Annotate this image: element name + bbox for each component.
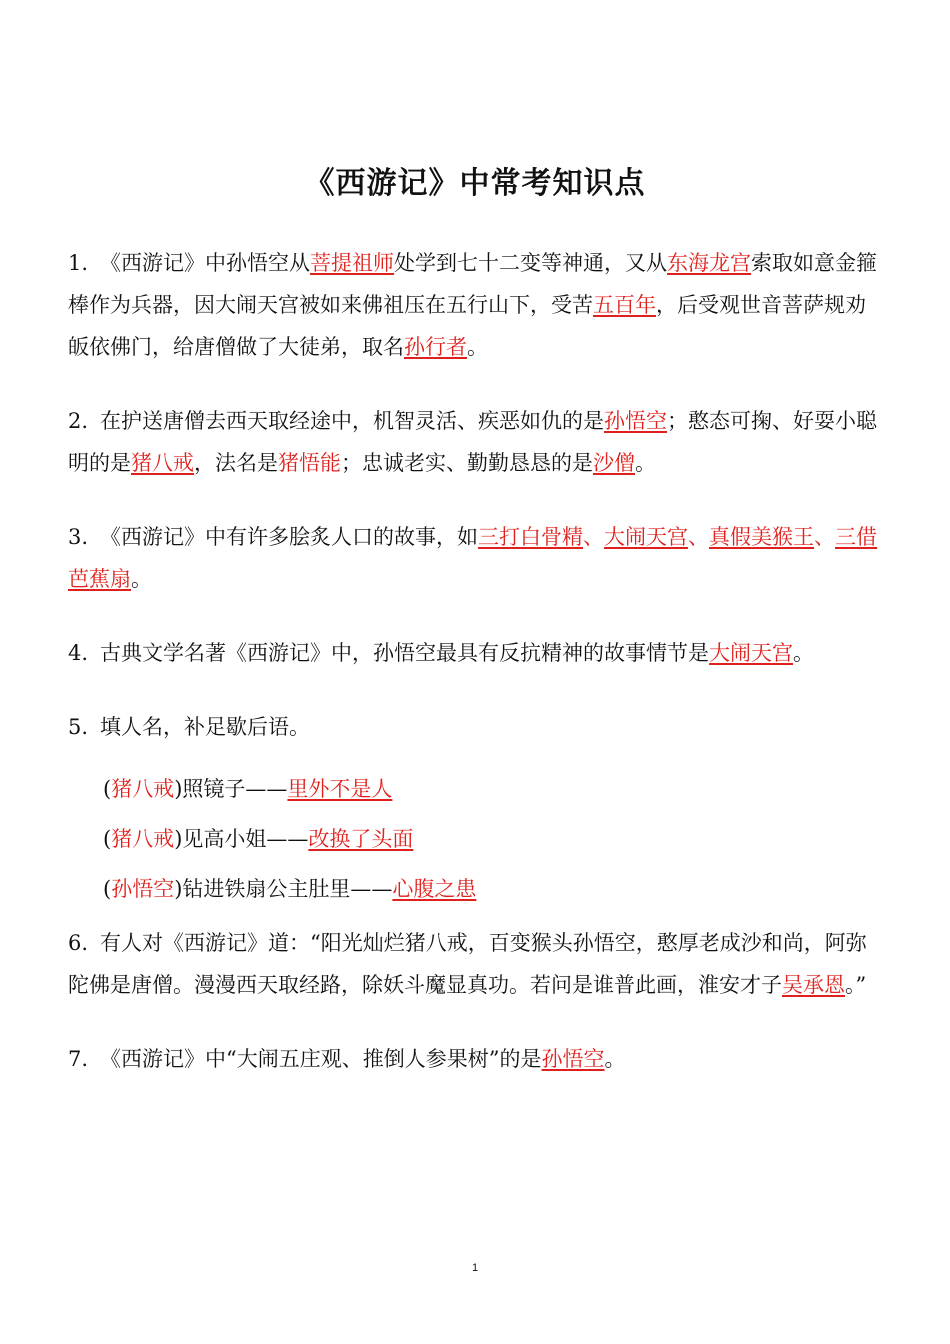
paren-close: ) [174,777,183,801]
question-text: 。” [845,973,867,997]
proverb-item [103,768,878,810]
answer-blank: 东海龙宫 [667,251,752,275]
answer-text: 猪悟能 [278,451,341,475]
question-text: 。 [131,567,152,591]
answer-blank: 三打白骨精 [478,525,584,549]
question-text: ；忠诚老实、勤勤恳恳的是 [341,451,593,475]
separator: 、 [814,525,836,549]
question-number: 6. [68,931,89,955]
proverb-item [103,868,878,910]
answer-blank: 大闹天宫 [604,525,689,549]
answer-blank: 改换了头面 [308,827,414,851]
answer-blank: 菩提祖师 [310,251,395,275]
question-number: 1. [68,251,89,275]
proverb-list [103,768,878,910]
question-text: ，后受观世音菩萨规劝皈依佛门，给唐僧做了大徒弟，取名 [68,293,866,359]
question-text: 填人名，补足歇后语。 [100,715,311,739]
question-number: 3. [68,525,89,549]
paren-open: ( [103,877,112,901]
question-text: 。 [793,641,815,665]
paren-open: ( [103,777,112,801]
paren-close: ) [174,827,183,851]
character-name: 猪八戒 [111,777,175,801]
question-4 [68,632,878,674]
character-name: 猪八戒 [111,827,175,851]
proverb-item [103,818,878,860]
question-text: 古典文学名著《西游记》中，孙悟空最具有反抗精神的故事情节是 [100,641,710,665]
answer-blank: 大闹天宫 [709,641,794,665]
answer-blank: 五百年 [593,293,656,317]
paren-close: ) [174,877,183,901]
question-text: 《西游记》中“大闹五庄观、推倒人参果树”的是 [100,1047,542,1071]
answer-blank: 吴承恩 [782,973,845,997]
question-list [68,242,878,1112]
question-number: 4. [68,641,89,665]
proverb-text: 钻进铁扇公主肚里—— [182,877,393,901]
question-text: ，法名是 [194,451,278,475]
paren-open: ( [103,827,112,851]
answer-blank: 里外不是人 [287,777,393,801]
question-text: 《西游记》中有许多脍炙人口的故事，如 [100,525,479,549]
answer-blank: 心腹之患 [392,877,477,901]
question-number: 2. [68,409,89,433]
question-2 [68,400,878,484]
answer-blank: 真假美猴王 [709,525,815,549]
separator: 、 [583,525,605,549]
question-text: 。 [467,335,488,359]
question-text: 索取如意金箍棒作为兵器，因大闹天宫被如来佛祖压在五行山下，受苦 [68,251,878,317]
proverb-text: 照镜子—— [182,777,288,801]
question-text: 处学到七十二变等神通，又从 [394,251,668,275]
separator: 、 [688,525,710,549]
page-number: 1 [471,1262,479,1274]
answer-blank: 三借芭蕉扇 [68,525,878,591]
question-3 [68,516,878,600]
character-name: 孙悟空 [111,877,175,901]
proverb-text: 见高小姐—— [182,827,309,851]
answer-blank: 孙悟空 [604,409,668,433]
answer-blank: 孙悟空 [541,1047,605,1071]
answer-blank: 孙行者 [404,335,467,359]
question-6 [68,922,878,1006]
question-text: 在护送唐僧去西天取经途中，机智灵活、疾恶如仇的是 [100,409,605,433]
question-7 [68,1038,878,1080]
question-text: ；憨态可掬、好耍小聪明的是 [68,409,878,475]
question-text: 有人对《西游记》道：“阳光灿烂猪八戒，百变猴头孙悟空，憨厚老成沙和尚，阿弥陀佛是唐僧。漫漫西天取经路，除妖斗魔显真功。若问是谁普此画，淮安才子 [68,931,867,997]
question-text: 。 [604,1047,626,1071]
answer-blank: 猪八戒 [131,451,194,475]
question-number: 7. [68,1047,89,1071]
question-text: 《西游记》中孙悟空从 [100,251,311,275]
question-number: 5. [68,715,89,739]
answer-blank: 沙僧 [593,451,635,475]
question-5 [68,706,878,748]
page-title: 《西游记》中常考知识点 [304,166,646,201]
question-text: 。 [635,451,656,475]
question-1 [68,242,878,368]
